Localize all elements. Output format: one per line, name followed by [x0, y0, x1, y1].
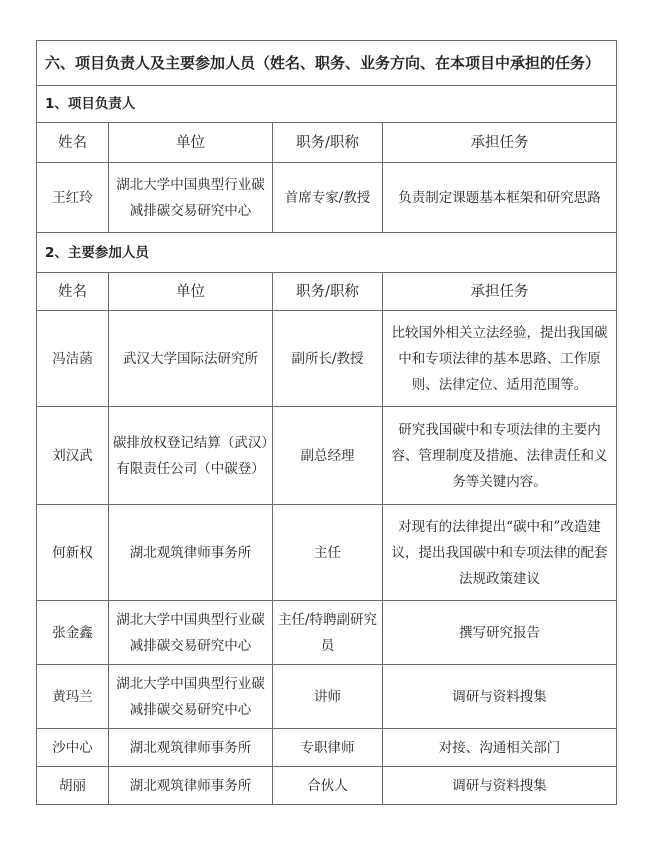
person-task: 对接、沟通相关部门 [383, 729, 617, 767]
person-name: 黄玛兰 [37, 665, 109, 729]
members-header-row [37, 273, 617, 311]
column-header-unit: 单位 [109, 123, 273, 163]
person-unit: 碳排放权登记结算（武汉）有限责任公司（中碳登） [109, 407, 273, 505]
leader-heading-row [37, 86, 617, 123]
person-task: 负责制定课题基本框架和研究思路 [383, 163, 617, 233]
table-row [37, 729, 617, 767]
leader-heading: 1、项目负责人 [37, 86, 617, 123]
person-name: 张金鑫 [37, 601, 109, 665]
person-name: 冯洁菡 [37, 311, 109, 407]
person-title: 讲师 [273, 665, 383, 729]
column-header-name: 姓名 [37, 273, 109, 311]
person-title: 主任 [273, 505, 383, 601]
person-unit: 湖北大学中国典型行业碳减排碳交易研究中心 [109, 601, 273, 665]
table-row [37, 407, 617, 505]
table-row [37, 601, 617, 665]
column-header-title: 职务/职称 [273, 123, 383, 163]
person-title: 合伙人 [273, 767, 383, 805]
column-header-task: 承担任务 [383, 123, 617, 163]
person-unit: 湖北观筑律师事务所 [109, 767, 273, 805]
leader-header-row [37, 123, 617, 163]
table-row [37, 505, 617, 601]
person-unit: 湖北大学中国典型行业碳减排碳交易研究中心 [109, 163, 273, 233]
person-title: 主任/特聘副研究员 [273, 601, 383, 665]
table-row [37, 163, 617, 233]
person-name: 刘汉武 [37, 407, 109, 505]
column-header-task: 承担任务 [383, 273, 617, 311]
column-header-title: 职务/职称 [273, 273, 383, 311]
person-task: 调研与资料搜集 [383, 767, 617, 805]
personnel-table [36, 40, 617, 805]
person-unit: 湖北观筑律师事务所 [109, 505, 273, 601]
person-title: 首席专家/教授 [273, 163, 383, 233]
person-title: 专职律师 [273, 729, 383, 767]
column-header-unit: 单位 [109, 273, 273, 311]
person-name: 胡丽 [37, 767, 109, 805]
column-header-name: 姓名 [37, 123, 109, 163]
person-name: 沙中心 [37, 729, 109, 767]
person-task: 撰写研究报告 [383, 601, 617, 665]
person-unit: 武汉大学国际法研究所 [109, 311, 273, 407]
person-unit: 湖北大学中国典型行业碳减排碳交易研究中心 [109, 665, 273, 729]
table-row [37, 665, 617, 729]
section-title-row [37, 41, 617, 86]
table-row [37, 767, 617, 805]
table-row [37, 311, 617, 407]
person-task: 调研与资料搜集 [383, 665, 617, 729]
person-name: 王红玲 [37, 163, 109, 233]
members-heading: 2、主要参加人员 [37, 233, 617, 273]
person-name: 何新权 [37, 505, 109, 601]
person-task: 研究我国碳中和专项法律的主要内容、管理制度及措施、法律责任和义务等关键内容。 [383, 407, 617, 505]
person-title: 副所长/教授 [273, 311, 383, 407]
members-heading-row [37, 233, 617, 273]
person-task: 对现有的法律提出“碳中和”改造建议，提出我国碳中和专项法律的配套法规政策建议 [383, 505, 617, 601]
person-task: 比较国外相关立法经验，提出我国碳中和专项法律的基本思路、工作原则、法律定位、适用范围等。 [383, 311, 617, 407]
section-title: 六、项目负责人及主要参加人员（姓名、职务、业务方向、在本项目中承担的任务） [37, 41, 617, 86]
person-title: 副总经理 [273, 407, 383, 505]
person-unit: 湖北观筑律师事务所 [109, 729, 273, 767]
